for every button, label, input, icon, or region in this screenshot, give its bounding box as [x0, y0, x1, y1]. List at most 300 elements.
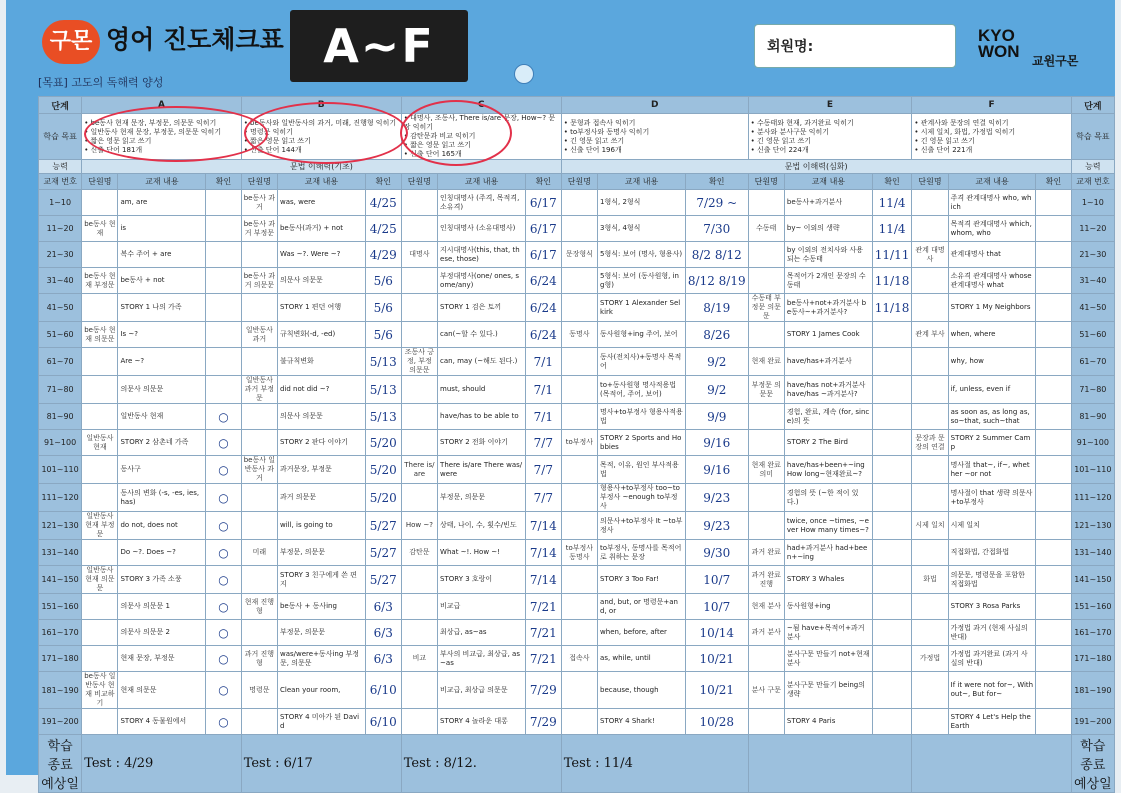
unit-name — [912, 216, 948, 242]
book-content: 목적, 이유, 원인 부사적용법 — [598, 456, 686, 484]
unit-name — [82, 348, 118, 376]
check-mark[interactable]: 10/21 — [685, 646, 748, 672]
goal-E: • 수동태와 현재, 과거완료 익히기 • 분사와 분사구문 익히기 • 긴 영문 읽고 쓰기 • 신출 단어 224개 — [748, 114, 912, 160]
check-mark[interactable] — [206, 322, 241, 348]
check-mark[interactable] — [872, 376, 912, 404]
content-header: 교재 내용 — [438, 174, 526, 190]
book-content: be동사 + 동사ing — [277, 594, 365, 620]
book-content: 의문사 의문문 2 — [118, 620, 206, 646]
check-mark[interactable] — [206, 190, 241, 216]
unit-header: 단원명 — [912, 174, 948, 190]
book-content: 상태, 나이, 수, 횟수/빈도 — [438, 512, 526, 540]
unit-name: 분사 구문 — [748, 672, 784, 709]
goal-line: [목표] 고도의 독해력 양성 — [38, 76, 164, 89]
unit-name — [82, 709, 118, 735]
kyowon-logo: KYO WON 교원구몬 — [978, 26, 1079, 68]
unit-name — [241, 709, 277, 735]
unit-name: 일반동사 과거 부정문 — [241, 376, 277, 404]
unit-header: 단원명 — [241, 174, 277, 190]
check-mark[interactable] — [1036, 322, 1071, 348]
unit-name — [82, 594, 118, 620]
goal-F: • 관계사와 문장의 연결 익히기 • 시제 일치, 화법, 가정법 익히기 • 긴 영문 읽고 쓰기 • 신출 단어 221개 — [912, 114, 1071, 160]
check-mark[interactable]: 6/10 — [365, 709, 401, 735]
book-content: by 이외의 전치사와 사용되는 수동태 — [784, 242, 872, 268]
check-mark[interactable]: 7/1 — [525, 404, 561, 430]
unit-name — [241, 404, 277, 430]
book-content: be동사+not+과거분사 be동사~+과거분사? — [784, 294, 872, 322]
progress-table — [38, 96, 1115, 793]
check-mark[interactable] — [872, 566, 912, 594]
num-header-right: 교재 번호 — [1071, 174, 1114, 190]
check-mark[interactable]: 9/16 — [685, 456, 748, 484]
punch-hole-icon — [514, 64, 534, 84]
unit-name — [912, 376, 948, 404]
check-mark[interactable] — [206, 376, 241, 404]
check-mark[interactable] — [1036, 672, 1071, 709]
unit-name — [401, 672, 437, 709]
unit-name: 수동태 부정문 의문문 — [748, 294, 784, 322]
check-mark[interactable]: 5/27 — [365, 540, 401, 566]
table-row — [39, 646, 1115, 672]
pen-circle-goals-a — [84, 106, 268, 162]
check-mark[interactable]: ○ — [206, 646, 241, 672]
check-mark[interactable] — [1036, 512, 1071, 540]
check-mark[interactable]: 11/18 — [872, 294, 912, 322]
check-mark[interactable]: 5/13 — [365, 404, 401, 430]
check-mark[interactable]: 9/23 — [685, 512, 748, 540]
book-range: 101~110 — [39, 456, 82, 484]
book-content: 명사절이 that 생략 의문사+to부정사 — [948, 484, 1036, 512]
unit-name — [912, 540, 948, 566]
check-mark[interactable]: ○ — [206, 672, 241, 709]
goal-B: • be동사와 일반동사의 과거, 미래, 진행형 익히기 • 명령문 익히기 • 짧은 영문 읽고 쓰기 • 신출 단어 144개 — [241, 114, 401, 160]
book-content: will, is going to — [277, 512, 365, 540]
book-content: 시제 일치 — [948, 512, 1036, 540]
book-content: 의문사 의문문 — [118, 376, 206, 404]
content-header: 교재 내용 — [118, 174, 206, 190]
check-mark[interactable] — [206, 348, 241, 376]
check-mark[interactable]: 7/1 — [525, 348, 561, 376]
check-mark[interactable]: 5/13 — [365, 376, 401, 404]
book-content: was, were — [277, 190, 365, 216]
book-content: 의문사 의문문 — [277, 268, 365, 294]
goal-A: • be동사 현재 문장, 부정문, 의문문 익히기 • 일반동사 현재 문장, 부정문, 의문문 익히기 • 짧은 영문 읽고 쓰기 • 신출 단어 181개 — [82, 114, 242, 160]
check-mark[interactable]: ○ — [206, 484, 241, 512]
book-content: 의문사 의문문 1 — [118, 594, 206, 620]
goal-D: • 문형과 접속사 익히기 • to부정사와 동명사 익히기 • 긴 영문 읽고 쓰기 • 신출 단어 196개 — [561, 114, 748, 160]
book-content: have/has not+과거분사 have/has ~과거분사? — [784, 376, 872, 404]
book-content: STORY 2 The Bird — [784, 430, 872, 456]
check-mark[interactable]: 7/21 — [525, 594, 561, 620]
content-header: 교재 내용 — [948, 174, 1036, 190]
check-mark[interactable]: 7/1 — [525, 376, 561, 404]
unit-name: 감탄문 — [401, 540, 437, 566]
check-mark[interactable]: 4/25 — [365, 216, 401, 242]
unit-name — [82, 540, 118, 566]
book-content: by~ 이외의 생략 — [784, 216, 872, 242]
book-content: twice, once ~times, ~ever How many times~? — [784, 512, 872, 540]
book-range-right: 1~10 — [1071, 190, 1114, 216]
unit-name — [561, 268, 597, 294]
check-mark[interactable]: 5/27 — [365, 512, 401, 540]
page-title: 영어 진도체크표 — [106, 25, 284, 54]
check-mark[interactable]: 7/7 — [525, 484, 561, 512]
unit-name — [912, 456, 948, 484]
unit-name — [561, 709, 597, 735]
check-mark[interactable]: 11/11 — [872, 242, 912, 268]
book-content: 규칙변화(-d, -ed) — [277, 322, 365, 348]
check-mark[interactable]: 5/6 — [365, 294, 401, 322]
check-mark[interactable]: 8/26 — [685, 322, 748, 348]
book-content: STORY 4 동물원에서 — [118, 709, 206, 735]
unit-name: 과거 분사 — [748, 620, 784, 646]
check-mark[interactable] — [1036, 646, 1071, 672]
check-mark[interactable]: 7/14 — [525, 540, 561, 566]
check-mark[interactable]: ○ — [206, 456, 241, 484]
check-mark[interactable] — [872, 709, 912, 735]
unit-name — [561, 190, 597, 216]
unit-name — [401, 294, 437, 322]
test-date-B: Test : 6/17 — [241, 735, 401, 793]
unit-name: 과거 완료 — [748, 540, 784, 566]
check-mark[interactable]: 10/7 — [685, 566, 748, 594]
content-header: 교재 내용 — [598, 174, 686, 190]
book-content: If it were not for~, Without~, But for~ — [948, 672, 1036, 709]
level-label: 단계 — [39, 97, 82, 114]
check-mark[interactable]: 11/4 — [872, 190, 912, 216]
book-content: STORY 3 호랑이 — [438, 566, 526, 594]
check-mark[interactable] — [1036, 709, 1071, 735]
check-mark[interactable] — [872, 646, 912, 672]
unit-name: be동사 현재 — [82, 216, 118, 242]
test-date-F — [912, 735, 1071, 793]
check-mark[interactable] — [1036, 242, 1071, 268]
check-mark[interactable]: 5/27 — [365, 566, 401, 594]
book-content: STORY 1 검은 토끼 — [438, 294, 526, 322]
book-range-right: 61~70 — [1071, 348, 1114, 376]
num-header: 교재 번호 — [39, 174, 82, 190]
check-mark[interactable] — [872, 456, 912, 484]
book-content: STORY 3 Too Far! — [598, 566, 686, 594]
book-content: must, should — [438, 376, 526, 404]
check-mark[interactable] — [872, 540, 912, 566]
check-mark[interactable]: 6/17 — [525, 190, 561, 216]
check-mark[interactable] — [206, 268, 241, 294]
check-mark[interactable]: 5/20 — [365, 430, 401, 456]
content-header: 교재 내용 — [277, 174, 365, 190]
check-mark[interactable]: 11/18 — [872, 268, 912, 294]
check-mark[interactable]: 4/25 — [365, 190, 401, 216]
check-mark[interactable]: 7/30 — [685, 216, 748, 242]
check-mark[interactable] — [1036, 404, 1071, 430]
book-content: STORY 3 Rosa Parks — [948, 594, 1036, 620]
check-mark[interactable] — [872, 430, 912, 456]
book-content: Clean your room, — [277, 672, 365, 709]
check-mark[interactable]: 8/12 8/19 — [685, 268, 748, 294]
check-mark[interactable]: 7/29 — [525, 672, 561, 709]
book-content: 비교급, 최상급 의문문 — [438, 672, 526, 709]
unit-name — [748, 646, 784, 672]
unit-name: 가정법 — [912, 646, 948, 672]
check-mark[interactable]: 10/7 — [685, 594, 748, 620]
check-mark[interactable]: 9/9 — [685, 404, 748, 430]
book-content: STORY 3 가족 소풍 — [118, 566, 206, 594]
unit-name — [401, 430, 437, 456]
unit-name — [401, 484, 437, 512]
unit-name: 시제 일치 — [912, 512, 948, 540]
unit-name — [82, 456, 118, 484]
member-label: 회원명: — [767, 39, 814, 55]
book-range-right: 161~170 — [1071, 620, 1114, 646]
book-content: 의문문, 명령문을 포함한 직접화법 — [948, 566, 1036, 594]
check-mark[interactable] — [1036, 348, 1071, 376]
check-mark[interactable] — [872, 348, 912, 376]
book-content: STORY 3 Whales — [784, 566, 872, 594]
book-content: STORY 4 놀라운 대롱 — [438, 709, 526, 735]
ability-advanced: 문법 이해력(심화) — [561, 160, 1071, 174]
unit-name — [561, 404, 597, 430]
check-mark[interactable]: 7/7 — [525, 430, 561, 456]
unit-name: to부정사 동명사 — [561, 540, 597, 566]
check-mark[interactable] — [1036, 540, 1071, 566]
check-mark[interactable]: 5/6 — [365, 322, 401, 348]
unit-name: 현재 진행형 — [241, 594, 277, 620]
book-content: 동사(전치사)+동명사 목적어 — [598, 348, 686, 376]
check-mark[interactable]: 4/29 — [365, 242, 401, 268]
check-mark[interactable] — [206, 216, 241, 242]
book-content: 부정대명사(one/ ones, some/any) — [438, 268, 526, 294]
book-content: be동사(과거) + not — [277, 216, 365, 242]
check-mark[interactable] — [872, 594, 912, 620]
book-content: 소유격 관계대명사 whose 관계대명사 what — [948, 268, 1036, 294]
check-mark[interactable] — [872, 672, 912, 709]
check-mark[interactable]: ○ — [206, 430, 241, 456]
book-content: 분사구문 만들기 not+현재분사 — [784, 646, 872, 672]
book-content: 경험의 뜻 (~한 적이 있다.) — [784, 484, 872, 512]
check-mark[interactable]: 9/30 — [685, 540, 748, 566]
check-mark[interactable] — [1036, 430, 1071, 456]
check-mark[interactable]: 9/2 — [685, 348, 748, 376]
unit-name — [561, 348, 597, 376]
book-range-right: 81~90 — [1071, 404, 1114, 430]
check-mark[interactable]: 10/28 — [685, 709, 748, 735]
unit-header: 단원명 — [561, 174, 597, 190]
unit-name — [561, 566, 597, 594]
check-mark[interactable] — [1036, 216, 1071, 242]
book-content: to+동사원형 명사적용법 (목적어, 주어, 보어) — [598, 376, 686, 404]
check-mark[interactable]: 6/3 — [365, 646, 401, 672]
check-mark[interactable]: ○ — [206, 594, 241, 620]
check-mark[interactable] — [872, 404, 912, 430]
book-content: 부정문, 의문문 — [277, 620, 365, 646]
table-row — [39, 294, 1115, 322]
check-mark[interactable]: 6/3 — [365, 620, 401, 646]
unit-name: 과거 완료 진행 — [748, 566, 784, 594]
book-content: 주격 관계대명사 who, which — [948, 190, 1036, 216]
check-mark[interactable]: ○ — [206, 404, 241, 430]
check-mark[interactable]: 6/24 — [525, 268, 561, 294]
check-mark[interactable] — [872, 484, 912, 512]
check-mark[interactable] — [872, 620, 912, 646]
unit-header: 단원명 — [82, 174, 118, 190]
check-mark[interactable]: 9/16 — [685, 430, 748, 456]
check-mark[interactable]: ○ — [206, 620, 241, 646]
check-mark[interactable] — [1036, 456, 1071, 484]
book-range: 1~10 — [39, 190, 82, 216]
test-date-A: Test : 4/29 — [82, 735, 242, 793]
book-content: be동사 + not — [118, 268, 206, 294]
unit-name — [401, 322, 437, 348]
book-content: had+과거분사 had+been+~ing — [784, 540, 872, 566]
member-name-field[interactable] — [754, 24, 956, 68]
check-mark[interactable]: 5/6 — [365, 268, 401, 294]
unit-name — [912, 620, 948, 646]
unit-name: 일반동사 현재 부정문 — [82, 512, 118, 540]
check-mark[interactable]: 6/3 — [365, 594, 401, 620]
book-content: 가정법 과거 (현재 사실의 반대) — [948, 620, 1036, 646]
check-mark[interactable]: 10/21 — [685, 672, 748, 709]
check-mark[interactable] — [1036, 620, 1071, 646]
book-range-right: 131~140 — [1071, 540, 1114, 566]
book-content: 분사구문 만들기 being의 생략 — [784, 672, 872, 709]
book-content: STORY 2 판다 이야기 — [277, 430, 365, 456]
check-mark[interactable]: 5/20 — [365, 484, 401, 512]
book-content: why, how — [948, 348, 1036, 376]
check-mark[interactable]: 7/7 — [525, 456, 561, 484]
book-content: 경험, 완료, 계속 (for, since)의 뜻 — [784, 404, 872, 430]
book-content: be동사+과거분사 — [784, 190, 872, 216]
level-A: A — [82, 97, 242, 114]
unit-name — [748, 484, 784, 512]
unit-name: 현재 완료 의미 — [748, 456, 784, 484]
unit-name: be동사 과거 의문문 — [241, 268, 277, 294]
book-range-right: 121~130 — [1071, 512, 1114, 540]
unit-name — [401, 594, 437, 620]
check-mark[interactable]: 6/17 — [525, 242, 561, 268]
check-mark[interactable] — [1036, 376, 1071, 404]
book-content: do not, does not — [118, 512, 206, 540]
unit-name: 동명사 — [561, 322, 597, 348]
book-content: 동사원형+ing 주어, 보어 — [598, 322, 686, 348]
check-mark[interactable]: ○ — [206, 512, 241, 540]
unit-name — [82, 190, 118, 216]
book-content: STORY 2 Summer Camp — [948, 430, 1036, 456]
table-row — [39, 404, 1115, 430]
book-range: 61~70 — [39, 348, 82, 376]
book-range: 31~40 — [39, 268, 82, 294]
check-mark[interactable]: 7/14 — [525, 566, 561, 594]
book-range-right: 171~180 — [1071, 646, 1114, 672]
check-mark[interactable] — [1036, 190, 1071, 216]
unit-header: 단원명 — [401, 174, 437, 190]
unit-name — [912, 404, 948, 430]
check-mark[interactable]: 5/20 — [365, 456, 401, 484]
book-content: 최상급, as~as — [438, 620, 526, 646]
book-range: 11~20 — [39, 216, 82, 242]
check-mark[interactable]: 10/14 — [685, 620, 748, 646]
level-F: F — [912, 97, 1071, 114]
check-header: 확인 — [872, 174, 912, 190]
check-mark[interactable]: 11/4 — [872, 216, 912, 242]
unit-name — [241, 620, 277, 646]
check-mark[interactable]: ○ — [206, 540, 241, 566]
check-mark[interactable] — [1036, 484, 1071, 512]
book-content: 동사의 변화 (-s, -es, ies, has) — [118, 484, 206, 512]
check-mark[interactable] — [206, 294, 241, 322]
check-mark[interactable] — [1036, 594, 1071, 620]
unit-name: 미래 — [241, 540, 277, 566]
unit-name: 문장과 문장의 연결 — [912, 430, 948, 456]
check-mark[interactable]: 7/21 — [525, 620, 561, 646]
check-mark[interactable]: 7/29 ~ — [685, 190, 748, 216]
book-range-right: 21~30 — [1071, 242, 1114, 268]
book-range: 71~80 — [39, 376, 82, 404]
book-content: 과거문장, 부정문 — [277, 456, 365, 484]
book-content: 5형식: 보어 (동사원형, ing형) — [598, 268, 686, 294]
unit-name: be동사 일반동사 과거 — [241, 456, 277, 484]
unit-name — [82, 620, 118, 646]
book-content: 직접화법, 간접화법 — [948, 540, 1036, 566]
table-row — [39, 456, 1115, 484]
unit-name — [561, 620, 597, 646]
book-range-right: 151~160 — [1071, 594, 1114, 620]
book-content: 부사의 비교급, 최상급, as~as — [438, 646, 526, 672]
check-mark[interactable]: 9/23 — [685, 484, 748, 512]
book-content: 가정법 과거완료 (과거 사실의 반대) — [948, 646, 1036, 672]
unit-name: be동사 과거 — [241, 190, 277, 216]
check-mark[interactable] — [1036, 566, 1071, 594]
book-content: 불규칙변화 — [277, 348, 365, 376]
unit-name — [912, 484, 948, 512]
check-mark[interactable] — [1036, 294, 1071, 322]
check-mark[interactable]: 7/21 — [525, 646, 561, 672]
unit-name: 부정문 의문문 — [748, 376, 784, 404]
check-mark[interactable]: 7/29 — [525, 709, 561, 735]
book-content: STORY 4 미아가 된 David — [277, 709, 365, 735]
book-content: and, but, or 명령문+and, or — [598, 594, 686, 620]
book-content: STORY 4 Let's Help the Earth — [948, 709, 1036, 735]
check-mark[interactable]: 7/14 — [525, 512, 561, 540]
unit-name: 현재 분사 — [748, 594, 784, 620]
check-mark[interactable] — [872, 322, 912, 348]
unit-name — [241, 242, 277, 268]
check-mark[interactable]: ○ — [206, 709, 241, 735]
check-mark[interactable]: 6/24 — [525, 294, 561, 322]
book-content: STORY 4 Paris — [784, 709, 872, 735]
book-content: 의문사 의문문 — [277, 404, 365, 430]
check-mark[interactable]: ○ — [206, 566, 241, 594]
check-mark[interactable]: 5/13 — [365, 348, 401, 376]
book-content: 의문사+to부정사 It ~to부정사 — [598, 512, 686, 540]
unit-name — [82, 242, 118, 268]
unit-name — [401, 216, 437, 242]
unit-name — [241, 484, 277, 512]
unit-name — [401, 404, 437, 430]
unit-name — [561, 376, 597, 404]
check-mark[interactable]: 9/2 — [685, 376, 748, 404]
check-mark[interactable]: 8/2 8/12 — [685, 242, 748, 268]
check-mark[interactable]: 6/24 — [525, 322, 561, 348]
check-mark[interactable]: 6/17 — [525, 216, 561, 242]
check-mark[interactable] — [872, 512, 912, 540]
check-mark[interactable] — [206, 242, 241, 268]
check-mark[interactable] — [1036, 268, 1071, 294]
unit-name — [912, 268, 948, 294]
check-mark[interactable]: 6/10 — [365, 672, 401, 709]
check-mark[interactable]: 8/19 — [685, 294, 748, 322]
book-content: STORY 3 친구에게 쓴 편지 — [277, 566, 365, 594]
footer-label-right: 학습 종료 예상일 — [1071, 735, 1114, 793]
